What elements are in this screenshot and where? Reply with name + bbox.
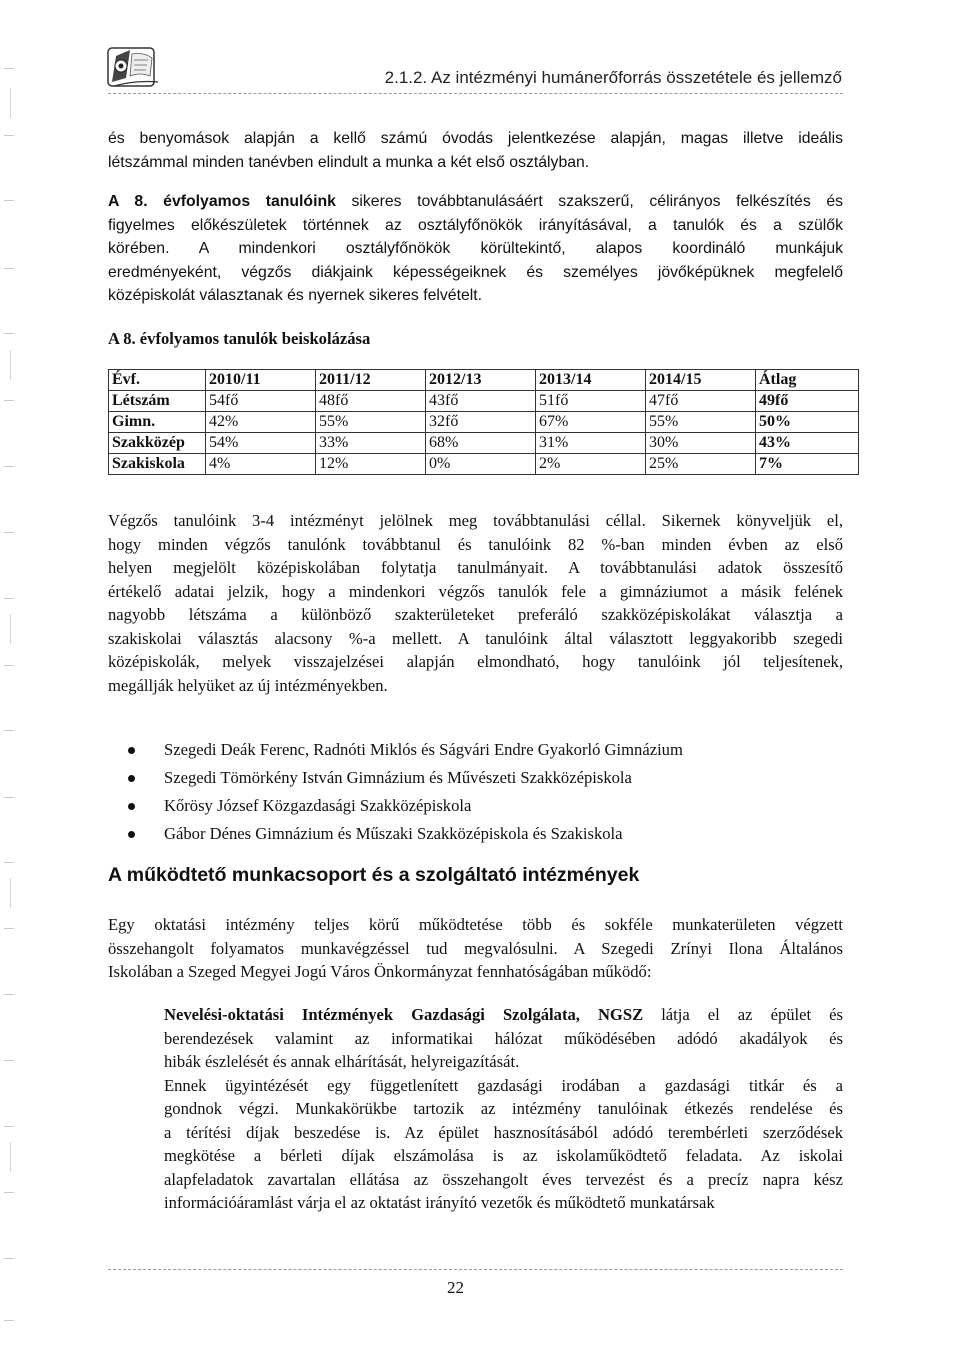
table-row xyxy=(109,391,859,412)
table-header-row xyxy=(109,370,859,391)
text-line: figyelmes előkészületek történnek az osztályfőnökök irányításával, a tanulók és a szülők xyxy=(108,216,843,234)
table-cell: 31% xyxy=(536,433,646,454)
table-cell: 55% xyxy=(646,412,756,433)
header-divider xyxy=(108,93,843,94)
text-line: megállják helyüket az új intézményekben. xyxy=(108,675,388,695)
table-cell: 30% xyxy=(646,433,756,454)
text-line: középiskolák, melyek visszajelzései alapján elmondható, hogy tanulóink jól teljesítenek, xyxy=(108,652,843,671)
table-cell: 55% xyxy=(316,412,426,433)
table-cell: 47fő xyxy=(646,391,756,412)
text-line: alapfeladatok zavartalan ellátása az összehangolt éves tervezést és a precíz napra kész xyxy=(164,1169,843,1189)
list-item xyxy=(108,794,683,822)
text-line: középiskolát választanak és nyernek sikeres felvételt. xyxy=(108,287,483,304)
list-item xyxy=(108,738,683,766)
text-run: sikeres továbbtanulásáért szakszerű, célirányos felkészítés és xyxy=(335,193,843,210)
table-cell: 4% xyxy=(206,454,316,475)
table-header-cell: Évf. xyxy=(109,370,206,391)
text-line: hogy minden végzős tanulónk továbbtanul és tanulóink 82 %-ban minden évben az első xyxy=(108,534,843,554)
table-cell: 54fő xyxy=(206,391,316,412)
text-line xyxy=(164,1003,843,1027)
paragraph-grade8 xyxy=(108,190,843,308)
text-line: Ennek ügyintézését egy függetlenített gazdasági irodában a gazdasági titkár és a xyxy=(164,1075,843,1095)
table-row-label: Létszám xyxy=(109,391,206,412)
table-header-cell: Átlag xyxy=(756,370,859,391)
table-cell: 42% xyxy=(206,412,316,433)
text-line: körében. A mindenkori osztályfőnökök körültekintő, alapos koordináló munkájuk xyxy=(108,240,843,257)
school-logo xyxy=(106,42,160,88)
text-line: eredményeként, végzős diákjaink képességeiknek és személyes jövőképüknek megfelelő xyxy=(108,263,843,281)
table-cell: 54% xyxy=(206,433,316,454)
table-cell: 25% xyxy=(646,454,756,475)
table-row-label: Szakiskola xyxy=(109,454,206,475)
text-line: értékelő adatai jelzik, hogy a mindenkori végzős tanulók fele a gimnáziumot a másik felének xyxy=(108,581,843,601)
bullet-icon xyxy=(128,747,135,754)
table-row-label: Szakközép xyxy=(109,433,206,454)
table-cell: 32fő xyxy=(426,412,536,433)
table-row xyxy=(109,433,859,454)
paragraph-intro xyxy=(108,127,843,174)
page-number: 22 xyxy=(447,1278,464,1297)
enrollment-table xyxy=(108,369,859,475)
table-cell-average: 7% xyxy=(756,454,859,475)
school-list xyxy=(108,738,683,850)
text-line: információáramlást várja el az oktatást irányító vezetők és működtető munkatársak xyxy=(164,1193,715,1212)
header-title: 2.1.2. Az intézményi humánerőforrás összetétele és jellemző xyxy=(384,68,842,87)
text-line: Egy oktatási intézmény teljes körű működtetése több és sokféle munkaterületen végzett xyxy=(108,915,843,934)
text-line: Végzős tanulóink 3-4 intézményt jelölnek meg továbbtanulási céllal. Sikernek könyveljük el, xyxy=(108,511,843,530)
paragraph-ngsz xyxy=(164,1003,843,1215)
bold-lead: A 8. évfolyamos tanulóink xyxy=(108,193,336,210)
paragraph-results xyxy=(108,509,843,697)
table-row-label: Gimn. xyxy=(109,412,206,433)
table-header-cell: 2010/11 xyxy=(206,370,316,391)
bold-lead: Nevelési-oktatási Intézmények Gazdasági Szolgálata, NGSZ xyxy=(164,1005,644,1024)
table-header-cell: 2014/15 xyxy=(646,370,756,391)
table-header-cell: 2012/13 xyxy=(426,370,536,391)
table-cell: 12% xyxy=(316,454,426,475)
bullet-icon xyxy=(128,775,135,782)
list-item-text: Szegedi Deák Ferenc, Radnóti Miklós és Ságvári Endre Gyakorló Gimnázium xyxy=(164,740,683,759)
paragraph-operation xyxy=(108,913,843,984)
table-cell-average: 49fő xyxy=(756,391,859,412)
section-heading: A működtető munkacsoport és a szolgáltató intézmények xyxy=(108,864,640,886)
table-row xyxy=(109,412,859,433)
table-row xyxy=(109,454,859,475)
list-item-text: Kőrösy József Közgazdasági Szakközépiskola xyxy=(164,796,472,815)
table-cell: 2% xyxy=(536,454,646,475)
text-run: látja el az épület és xyxy=(643,1005,843,1024)
text-line: és benyomások alapján a kellő számú óvodás jelentkezése alapján, magas illetve ideális xyxy=(108,130,843,147)
text-line: gondnok végzi. Munkakörükbe tartozik az intézmény tanulóinak étkezés rendelése és xyxy=(164,1099,843,1118)
text-line: Iskolában a Szeged Megyei Jogú Város Önkormányzat fennhatóságában működő: xyxy=(108,962,652,981)
table-cell-average: 43% xyxy=(756,433,859,454)
bullet-icon xyxy=(128,803,135,810)
list-item-text: Szegedi Tömörkény István Gimnázium és Művészeti Szakközépiskola xyxy=(164,768,632,787)
table-cell-average: 50% xyxy=(756,412,859,433)
bullet-icon xyxy=(128,831,135,838)
table-title: A 8. évfolyamos tanulók beiskolázása xyxy=(108,329,371,348)
text-line: hibák észlelését és annak elhárítását, helyreigazítását. xyxy=(164,1052,520,1071)
text-line: berendezések valamint az informatikai hálózat működésében adódó akadályok és xyxy=(164,1028,843,1048)
text-line: létszámmal minden tanévben elindult a munka a két első osztályban. xyxy=(108,153,590,171)
text-line: szakiskolai választás alacsony %-a mellett. A tanulóink által választott leggyakoribb szegedi xyxy=(108,628,843,648)
table-cell: 48fő xyxy=(316,391,426,412)
text-line: megkötése a bérleti díjak elszámolása is az iskolaműködtető feladata. Az iskolai xyxy=(164,1146,843,1165)
table-header-cell: 2011/12 xyxy=(316,370,426,391)
text-line: a térítési díjak beszedése is. Az épület hasznosításából adódó terembérleti szerződések xyxy=(164,1122,843,1142)
list-item xyxy=(108,766,683,794)
list-item xyxy=(108,822,683,850)
footer-divider xyxy=(108,1269,843,1270)
text-line: helyen megjelölt középiskolában folytatja tanulmányait. A továbbtanulási adatok összesítő xyxy=(108,558,843,577)
table-header-cell: 2013/14 xyxy=(536,370,646,391)
text-line: nagyobb létszáma a különböző szakterületeket preferáló szakközépiskolákat választja a xyxy=(108,605,843,624)
table-cell: 67% xyxy=(536,412,646,433)
text-line xyxy=(108,190,843,214)
text-line: összehangolt folyamatos munkavégzéssel tud megvalósulni. A Szegedi Zrínyi Ilona Általános xyxy=(108,938,843,958)
table-cell: 43fő xyxy=(426,391,536,412)
list-item-text: Gábor Dénes Gimnázium és Műszaki Szakközépiskola és Szakiskola xyxy=(164,824,623,843)
table-cell: 51fő xyxy=(536,391,646,412)
table-cell: 0% xyxy=(426,454,536,475)
table-cell: 68% xyxy=(426,433,536,454)
scan-margin-marks xyxy=(0,0,20,1351)
table-cell: 33% xyxy=(316,433,426,454)
